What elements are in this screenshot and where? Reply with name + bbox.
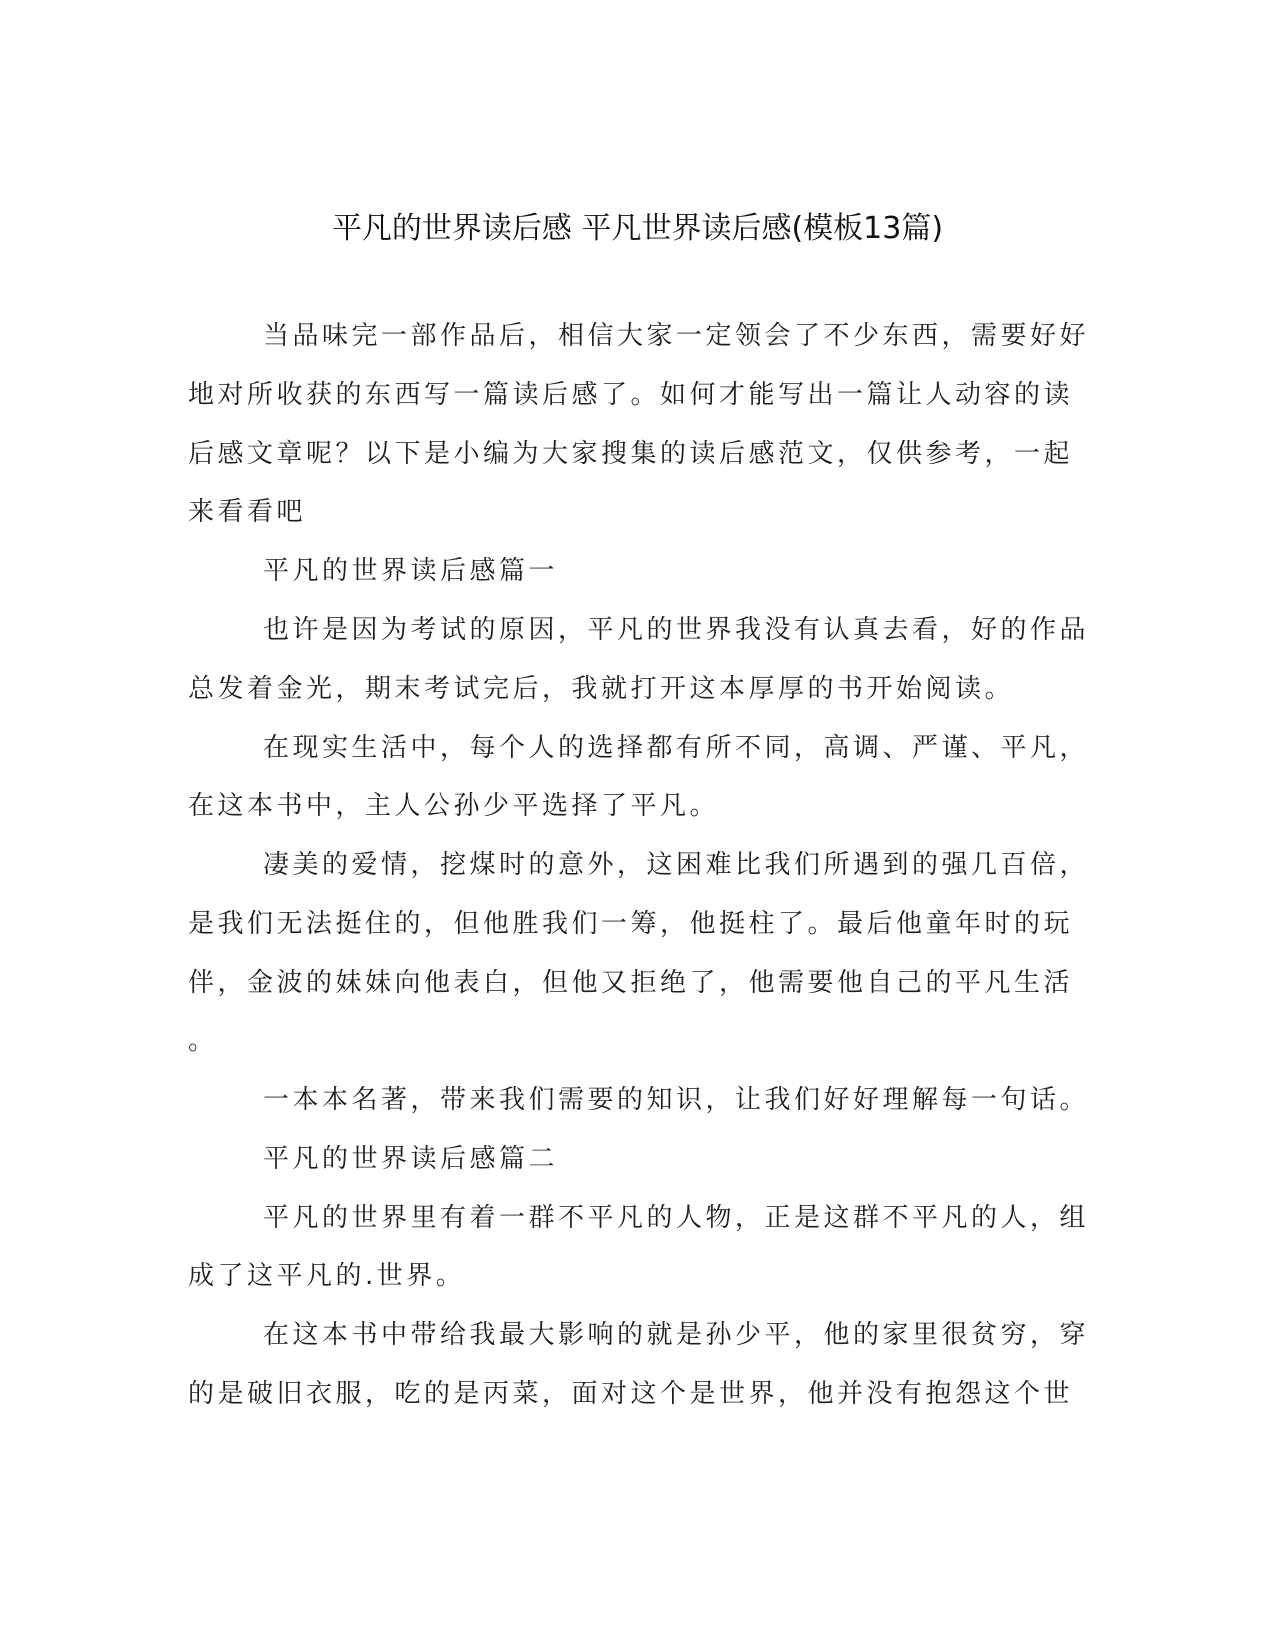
paragraph-line: 也许是因为考试的原因，平凡的世界我没有认真去看，好的作品 [263,615,1090,645]
paragraph-line: 伴，金波的妹妹向他表白，但他又拒绝了，他需要他自己的平凡生活 [188,968,1074,998]
paragraph-line: 成了这平凡的.世界。 [188,1261,466,1291]
section-heading: 平凡的世界读后感篇二 [263,1144,559,1174]
paragraph-line: 是我们无法挺住的，但他胜我们一筹，他挺柱了。最后他童年时的玩 [188,909,1074,939]
paragraph-line: 凄美的爱情，挖煤时的意外，这困难比我们所遇到的强几百倍， [263,850,1090,880]
paragraph-line: 总发着金光，期末考试完后，我就打开这本厚厚的书开始阅读。 [188,674,1015,704]
paragraph-line: 后感文章呢？以下是小编为大家搜集的读后感范文，仅供参考，一起 [188,439,1074,469]
paragraph-line: 在这本书中带给我最大影响的就是孙少平，他的家里很贫穷，穿 [263,1320,1090,1350]
paragraph-line: 的是破旧衣服，吃的是丙菜，面对这个是世界，他并没有抱怨这个世 [188,1379,1074,1409]
paragraph-line: 在现实生活中，每个人的选择都有所不同，高调、严谨、平凡， [263,733,1090,763]
paragraph-line: 当品味完一部作品后，相信大家一定领会了不少东西，需要好好 [263,321,1090,351]
paragraph-line: 在这本书中，主人公孙少平选择了平凡。 [188,791,720,821]
paragraph-line: 一本本名著，带来我们需要的知识，让我们好好理解每一句话。 [263,1085,1090,1115]
paragraph-line: 来看看吧 [188,497,307,527]
paragraph-line: 。 [188,1026,218,1056]
paragraph-line: 地对所收获的东西写一篇读后感了。如何才能写出一篇让人动容的读 [188,380,1074,410]
document-title: 平凡的世界读后感 平凡世界读后感(模板13篇) [331,211,944,246]
paragraph-line: 平凡的世界里有着一群不平凡的人物，正是这群不平凡的人，组 [263,1203,1090,1233]
section-heading: 平凡的世界读后感篇一 [263,556,559,586]
